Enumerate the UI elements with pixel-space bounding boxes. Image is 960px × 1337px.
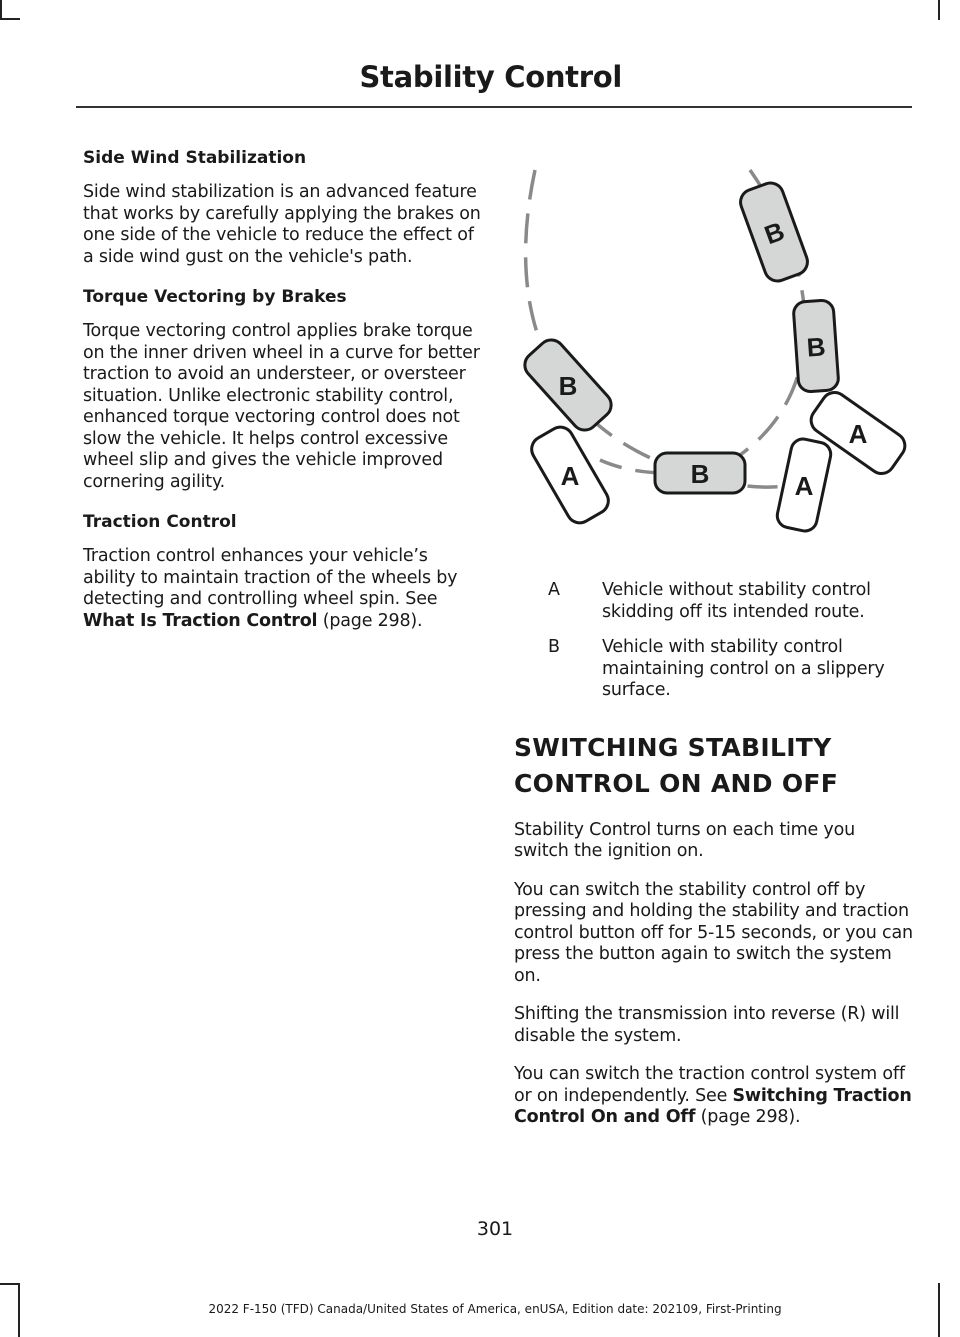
side-wind-text: Side wind stabilization is an advanced feature that works by carefully applying the brakes on one side of the vehicle to reduce the effect of a side wind gust on the vehicle's path. bbox=[83, 182, 481, 267]
car-a-left bbox=[527, 422, 613, 527]
car-label: A bbox=[848, 419, 868, 449]
legend-item bbox=[514, 637, 914, 702]
legend-text: Vehicle without stability control skidding off its intended route. bbox=[602, 580, 871, 622]
section-heading: SWITCHING STABILITY CONTROL ON AND OFF bbox=[514, 732, 839, 798]
traction-page-ref: (page 298). bbox=[317, 610, 423, 631]
switching-text-body: You can switch the traction control system off or on independently. See bbox=[514, 1064, 905, 1106]
car-label: B bbox=[760, 215, 789, 251]
switching-paragraph-4 bbox=[514, 1064, 914, 1129]
car-b-right bbox=[793, 300, 839, 393]
car-b-top bbox=[737, 179, 811, 284]
traction-control-text bbox=[83, 546, 481, 632]
side-wind-heading: Side Wind Stabilization bbox=[83, 148, 307, 168]
switching-paragraph-1: Stability Control turns on each time you switch the ignition on. bbox=[514, 819, 855, 861]
crop-mark bbox=[0, 0, 2, 20]
switching-paragraph-2: You can switch the stability control off by pressing and holding the stability and traction control button off for 5-15 seconds, or you can press the button again to switch the system on. bbox=[514, 879, 913, 986]
legend-key: A bbox=[548, 580, 560, 600]
car-label: A bbox=[560, 461, 580, 491]
torque-vectoring-heading: Torque Vectoring by Brakes bbox=[83, 287, 347, 307]
car-b-bottom bbox=[655, 453, 745, 493]
page-title: Stability Control bbox=[359, 60, 622, 94]
crop-mark bbox=[0, 18, 20, 20]
legend-key: B bbox=[548, 637, 560, 657]
traction-text-body: Traction control enhances your vehicle’s ability to maintain traction of the wheels by detecting and controlling wheel spin. See bbox=[83, 546, 458, 609]
right-column bbox=[514, 580, 914, 1146]
car-label: A bbox=[794, 471, 814, 501]
stability-diagram bbox=[500, 160, 920, 540]
crop-mark bbox=[938, 0, 940, 20]
car-label: B bbox=[690, 459, 710, 489]
legend-item bbox=[514, 580, 914, 623]
car-label: B bbox=[805, 331, 827, 363]
edition-footer: 2022 F-150 (TFD) Canada/United States of America, enUSA, Edition date: 202109, First-Printing bbox=[208, 1302, 782, 1316]
traction-control-heading: Traction Control bbox=[83, 512, 237, 532]
switching-page-ref: (page 298). bbox=[695, 1107, 801, 1127]
traction-link[interactable]: What Is Traction Control bbox=[83, 610, 318, 631]
car-b-left bbox=[520, 335, 617, 436]
car-label: B bbox=[558, 371, 578, 401]
legend-text: Vehicle with stability control maintaining control on a slippery surface. bbox=[602, 637, 885, 700]
header-divider bbox=[76, 106, 912, 108]
torque-vectoring-text: Torque vectoring control applies brake torque on the inner driven wheel in a curve for better traction to avoid an understeer, or oversteer situation. Unlike electronic stability control, enhanced torque vectoring control does not slow the vehicle. It helps control excessive wheel slip and gives the vehicle improved cornering agility. bbox=[83, 321, 480, 492]
switching-link[interactable]: Switching Traction Control On and Off bbox=[514, 1085, 912, 1127]
crop-mark bbox=[0, 1283, 20, 1285]
page-number: 301 bbox=[476, 1218, 514, 1240]
car-a-bottom-right bbox=[775, 437, 833, 533]
left-column bbox=[83, 146, 481, 649]
switching-paragraph-3: Shifting the transmission into reverse (R) will disable the system. bbox=[514, 1004, 900, 1046]
